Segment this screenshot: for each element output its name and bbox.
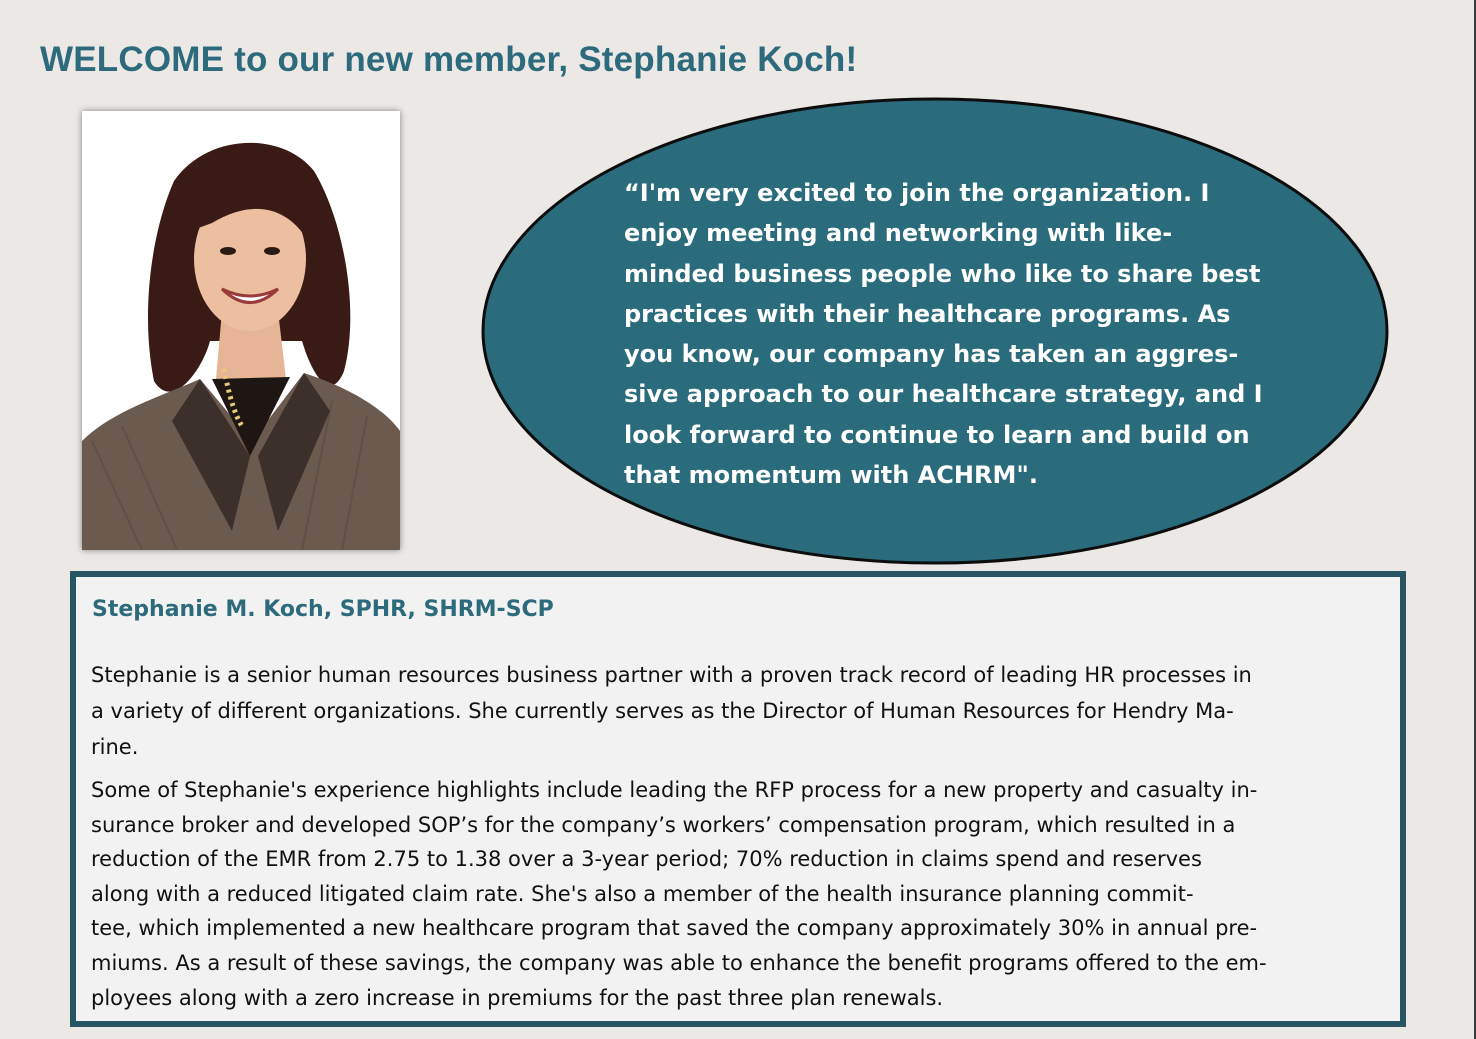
bio-paragraph-2: Some of Stephanie's experience highlights include leading the RFP process for a new property and casualty in- surance broker and developed SOP’s for the company’s workers’ compensation program, which resulted in a reduction of the EMR from 2.75 to 1.38 over a 3-year period; 70% reduction in claims spend and reserves along with a reduced litigated claim rate. She's also a member of the health insurance planning commit- tee, which implemented a new healthcare program that saved the company approximately 30% in annual pre- miums. As a result of these savings, the company was able to enhance the benefit programs offered to the em- ployees along with a zero increase in premiums for the past three plan renewals.: [91, 778, 1267, 1010]
member-bio-box: [70, 571, 1406, 1027]
portrait-illustration: [82, 111, 400, 550]
member-portrait-photo: [82, 111, 400, 550]
member-name-credentials: Stephanie M. Koch, SPHR, SHRM-SCP: [92, 597, 554, 622]
bio-paragraph-1: Stephanie is a senior human resources business partner with a proven track record of leading HR processes in a variety of different organizations. She currently serves as the Director of Human Resources for Hendry Ma- rine.: [91, 663, 1252, 759]
member-quote: “I'm very excited to join the organization. I enjoy meeting and networking with like- minded business people who like to share best practices with their healthcare programs. As you know, our company has taken an aggres- sive approach to our healthcare strategy, and I look forward to continue to learn and build on that momentum with ACHRM".: [624, 179, 1263, 490]
page-headline: WELCOME to our new member, Stephanie Koch!: [40, 40, 858, 79]
